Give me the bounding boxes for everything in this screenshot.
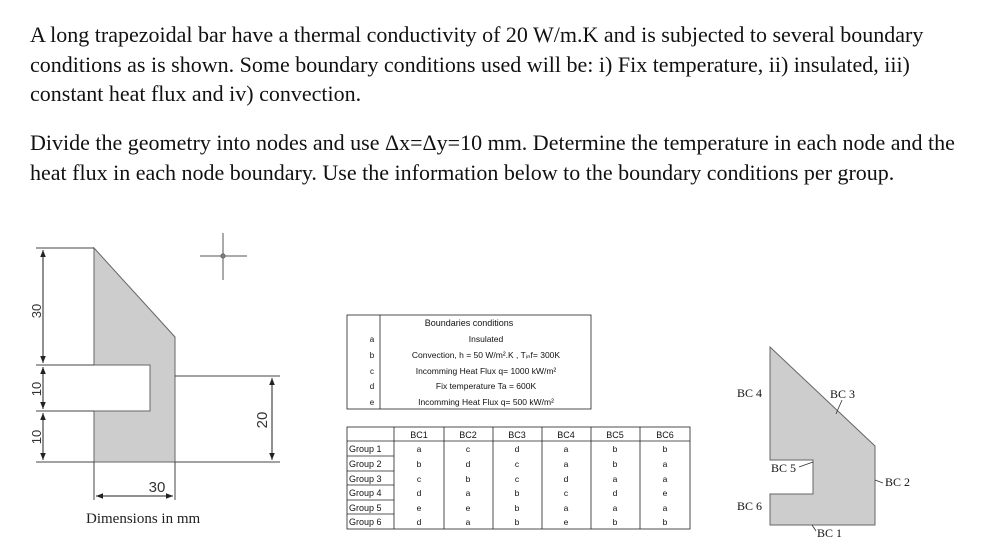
bc-key-a: a — [369, 335, 375, 344]
group-table-header-bc3: BC3 — [508, 430, 526, 440]
bc-desc-a: Insulated — [468, 334, 504, 344]
group-label: Group 4 — [349, 488, 382, 498]
group-table-cell: a — [465, 488, 471, 498]
group-table-cell: e — [416, 503, 422, 513]
group-label: Group 5 — [349, 503, 382, 513]
group-table-cell: b — [662, 517, 668, 527]
group-table-cell: d — [563, 474, 569, 484]
dim-label-10-upper: 10 — [29, 381, 44, 397]
group-table-header-bc6: BC6 — [656, 430, 674, 440]
bc4-label: BC 4 — [737, 386, 763, 400]
group-table-cell: b — [514, 488, 520, 498]
group-label: Group 1 — [349, 444, 382, 454]
bc-definitions-table — [347, 315, 591, 409]
bc-key-b: b — [369, 351, 375, 360]
bc3-label: BC 3 — [830, 387, 856, 401]
bc-geometry-shape — [770, 347, 875, 525]
group-label: Group 3 — [349, 474, 382, 484]
bc-desc-e: Incomming Heat Flux q= 500 kW/m² — [418, 397, 554, 407]
group-table-cell: a — [662, 503, 668, 513]
group-table-cell: b — [612, 459, 618, 469]
group-table-cell: b — [612, 444, 618, 454]
bc-desc-c: Incomming Heat Flux q= 1000 kW/m² — [415, 366, 557, 376]
dim-label-30-vertical: 30 — [29, 303, 44, 319]
bc-key-d: d — [369, 382, 375, 391]
group-table-cell: a — [563, 503, 569, 513]
bc-desc-b: Convection, h = 50 W/m².K , Tᵢₙf= 300K — [411, 350, 561, 360]
group-table-cell: a — [563, 459, 569, 469]
group-table-header-bc4: BC4 — [557, 430, 575, 440]
group-table-cell: c — [514, 474, 520, 484]
bc5-leader — [799, 462, 813, 467]
bc-table-header: Boundaries conditions — [424, 318, 514, 328]
centroid-crosshair-icon — [200, 233, 247, 280]
group-table-cell: d — [416, 517, 422, 527]
group-table-cell: b — [612, 517, 618, 527]
group-table-header-bc5: BC5 — [606, 430, 624, 440]
group-assignment-table — [347, 427, 690, 529]
dim-label-20: 20 — [254, 411, 271, 429]
group-table-cell: c — [416, 474, 422, 484]
group-table-cell: a — [612, 503, 618, 513]
bc-desc-d: Fix temperature Ta = 600K — [435, 381, 537, 391]
bc1-leader — [812, 525, 816, 531]
units-note: Dimensions in mm — [86, 511, 201, 527]
group-table-cell: b — [514, 517, 520, 527]
group-table-cell: a — [662, 474, 668, 484]
group-table-cell: a — [662, 459, 668, 469]
group-table-cell: e — [662, 488, 668, 498]
bc1-label: BC 1 — [817, 526, 843, 540]
group-table-cell: a — [416, 444, 422, 454]
group-table-cell: e — [465, 503, 471, 513]
trapezoidal-bar-shape — [94, 248, 175, 462]
group-table-cell: a — [465, 517, 471, 527]
dim-label-30-bottom: 30 — [148, 479, 166, 496]
task-instructions: Divide the geometry into nodes and use Δx=Δy=10 mm. Determine the temperature in each node and the heat flux in each node boundary. Use the information below to the boundary conditions per group. — [30, 130, 955, 185]
dim-label-10-lower: 10 — [29, 429, 44, 445]
bc2-leader — [875, 480, 883, 483]
group-label: Group 2 — [349, 459, 382, 469]
bc6-label: BC 6 — [737, 499, 763, 513]
group-table-cell: b — [465, 474, 471, 484]
bc2-label: BC 2 — [885, 475, 911, 489]
bc5-label: BC 5 — [771, 461, 797, 475]
bc-key-c: c — [370, 367, 374, 376]
group-table-cell: b — [662, 444, 668, 454]
group-table-cell: c — [465, 444, 471, 454]
group-table-cell: c — [514, 459, 520, 469]
bc-key-e: e — [369, 398, 375, 407]
group-table-cell: a — [612, 474, 618, 484]
group-table-header-bc2: BC2 — [459, 430, 477, 440]
group-table-cell: c — [563, 488, 569, 498]
group-table-cell: d — [514, 444, 520, 454]
group-table-cell: a — [563, 444, 569, 454]
group-table-cell: d — [465, 459, 471, 469]
group-table-cell: e — [563, 517, 569, 527]
group-table-header-bc1: BC1 — [410, 430, 428, 440]
problem-statement: A long trapezoidal bar have a thermal conductivity of 20 W/m.K and is subjected to several boundary conditions as is shown. Some boundary conditions used will be: i) Fix temperature, ii) insulated, iii) constant heat flux and iv) convection. — [30, 22, 924, 106]
group-table-cell: d — [612, 488, 618, 498]
group-table-cell: b — [416, 459, 422, 469]
group-table-cell: d — [416, 488, 422, 498]
group-label: Group 6 — [349, 517, 382, 527]
group-table-cell: b — [514, 503, 520, 513]
